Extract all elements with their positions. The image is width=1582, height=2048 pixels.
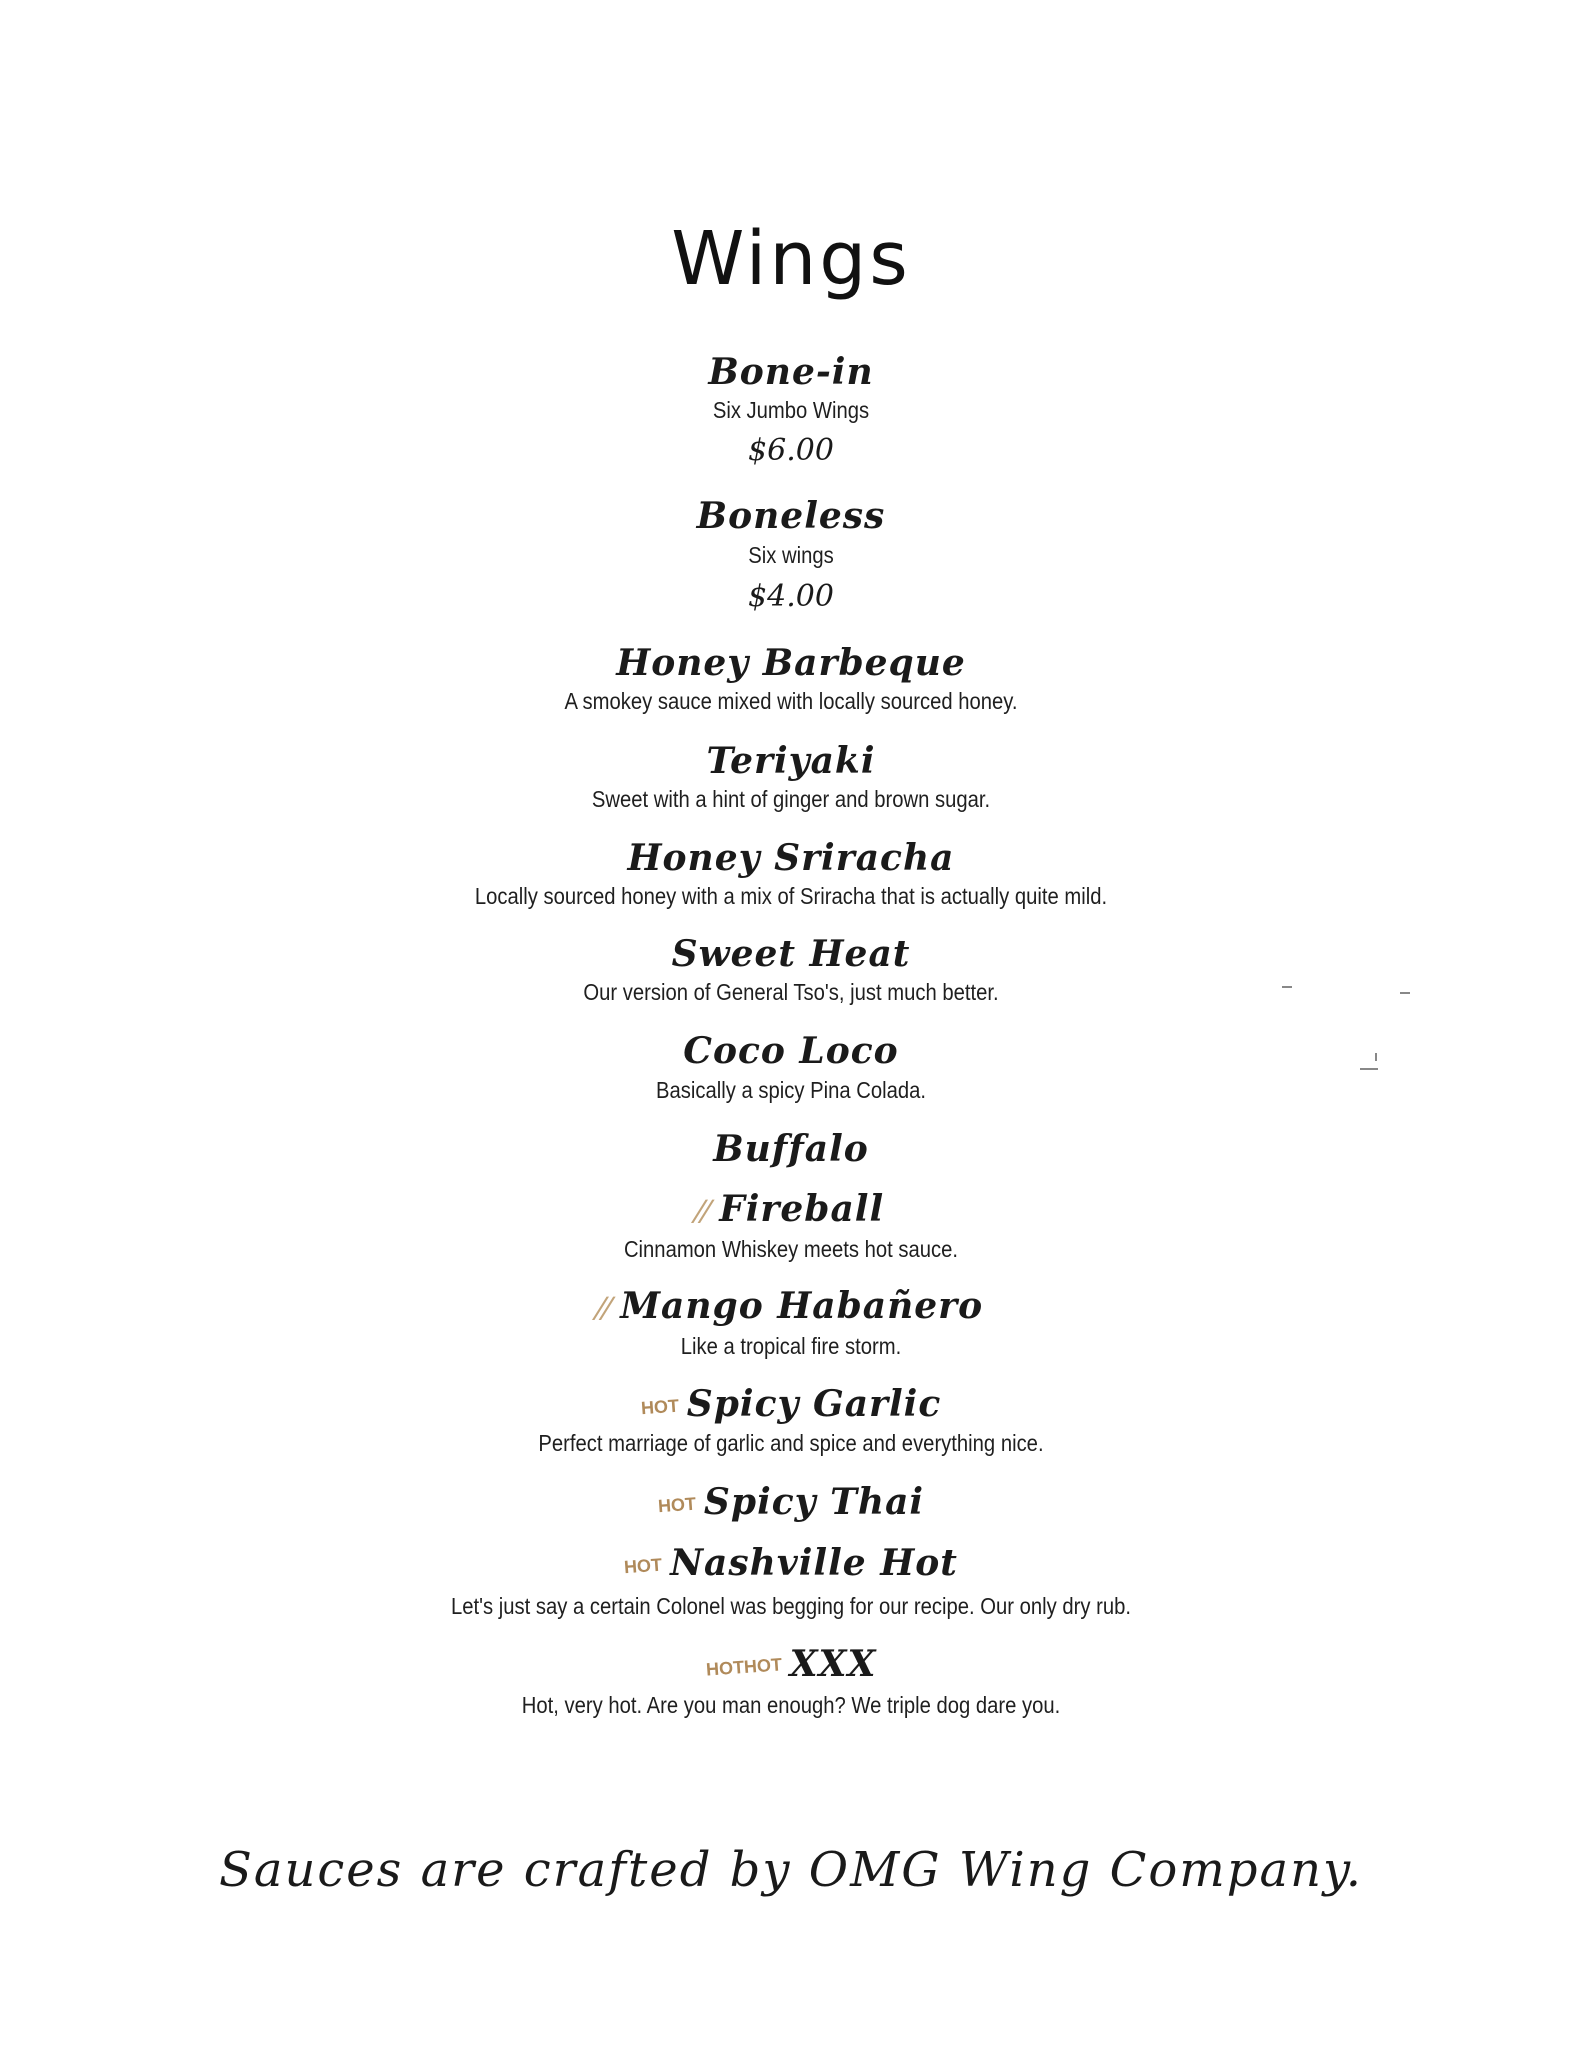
item-nashville-hot <box>0 1542 1582 1584</box>
item-desc-sweet-heat: Our version of General Tso's, just much better. <box>583 979 999 1005</box>
item-name-buffalo: Buffalo <box>713 1128 869 1170</box>
item-spicy-garlic <box>0 1383 1582 1425</box>
item-desc-spicy-garlic: Perfect marriage of garlic and spice and everything nice. <box>538 1430 1044 1456</box>
item-name-xxx: XXX <box>789 1643 877 1685</box>
item-desc-nashville-hot: Let's just say a certain Colonel was begging for our recipe. Our only dry rub. <box>450 1593 1131 1619</box>
item-name-mango-habanero: Mango Habañero <box>620 1285 984 1327</box>
item-name-bone-in: Bone-in <box>708 351 874 393</box>
item-name-spicy-garlic: Spicy Garlic <box>686 1383 942 1425</box>
hot-badge: HOT <box>657 1493 697 1517</box>
item-desc-fireball: Cinnamon Whiskey meets hot sauce. <box>623 1236 959 1262</box>
item-xxx <box>0 1643 1582 1685</box>
hot-badge: HOTHOT <box>704 1654 783 1680</box>
item-name-teriyaki: Teriyaki <box>706 740 876 782</box>
item-name-nashville-hot: Nashville Hot <box>670 1542 958 1584</box>
item-mango-habanero <box>0 1285 1582 1328</box>
pepper-icon: ∕∕ <box>697 1193 712 1231</box>
item-desc-bone-in: Six Jumbo Wings <box>712 397 870 423</box>
item-name-spicy-thai: Spicy Thai <box>703 1481 925 1523</box>
footer-note: Sauces are crafted by OMG Wing Company. <box>218 1842 1364 1898</box>
hot-badge: HOT <box>640 1395 680 1419</box>
scan-speck <box>1282 986 1292 988</box>
item-price-bone-in: $6.00 <box>748 433 834 468</box>
menu-title: Wings <box>671 216 911 302</box>
item-spicy-thai <box>0 1481 1582 1523</box>
pepper-icon: ∕∕ <box>598 1290 613 1328</box>
item-name-fireball: Fireball <box>719 1188 885 1230</box>
item-name-honey-sriracha: Honey Sriracha <box>627 837 955 879</box>
item-name-honey-barbeque: Honey Barbeque <box>616 642 966 684</box>
scan-speck <box>1400 992 1410 994</box>
item-desc-coco-loco: Basically a spicy Pina Colada. <box>655 1077 926 1103</box>
hot-badge: HOT <box>623 1554 663 1578</box>
scan-speck <box>1360 1068 1378 1070</box>
item-price-boneless: $4.00 <box>748 579 834 614</box>
item-desc-boneless: Six wings <box>748 542 834 568</box>
item-desc-mango-habanero: Like a tropical fire storm. <box>680 1333 902 1359</box>
item-name-sweet-heat: Sweet Heat <box>671 933 911 975</box>
item-desc-teriyaki: Sweet with a hint of ginger and brown sugar. <box>591 786 991 812</box>
item-name-boneless: Boneless <box>696 495 886 537</box>
item-fireball <box>0 1188 1582 1231</box>
item-name-coco-loco: Coco Loco <box>683 1030 899 1072</box>
scan-speck <box>1375 1053 1377 1061</box>
item-desc-xxx: Hot, very hot. Are you man enough? We triple dog dare you. <box>521 1692 1061 1718</box>
item-desc-honey-barbeque: A smokey sauce mixed with locally sourced honey. <box>564 688 1018 714</box>
item-desc-honey-sriracha: Locally sourced honey with a mix of Sriracha that is actually quite mild. <box>474 883 1108 909</box>
